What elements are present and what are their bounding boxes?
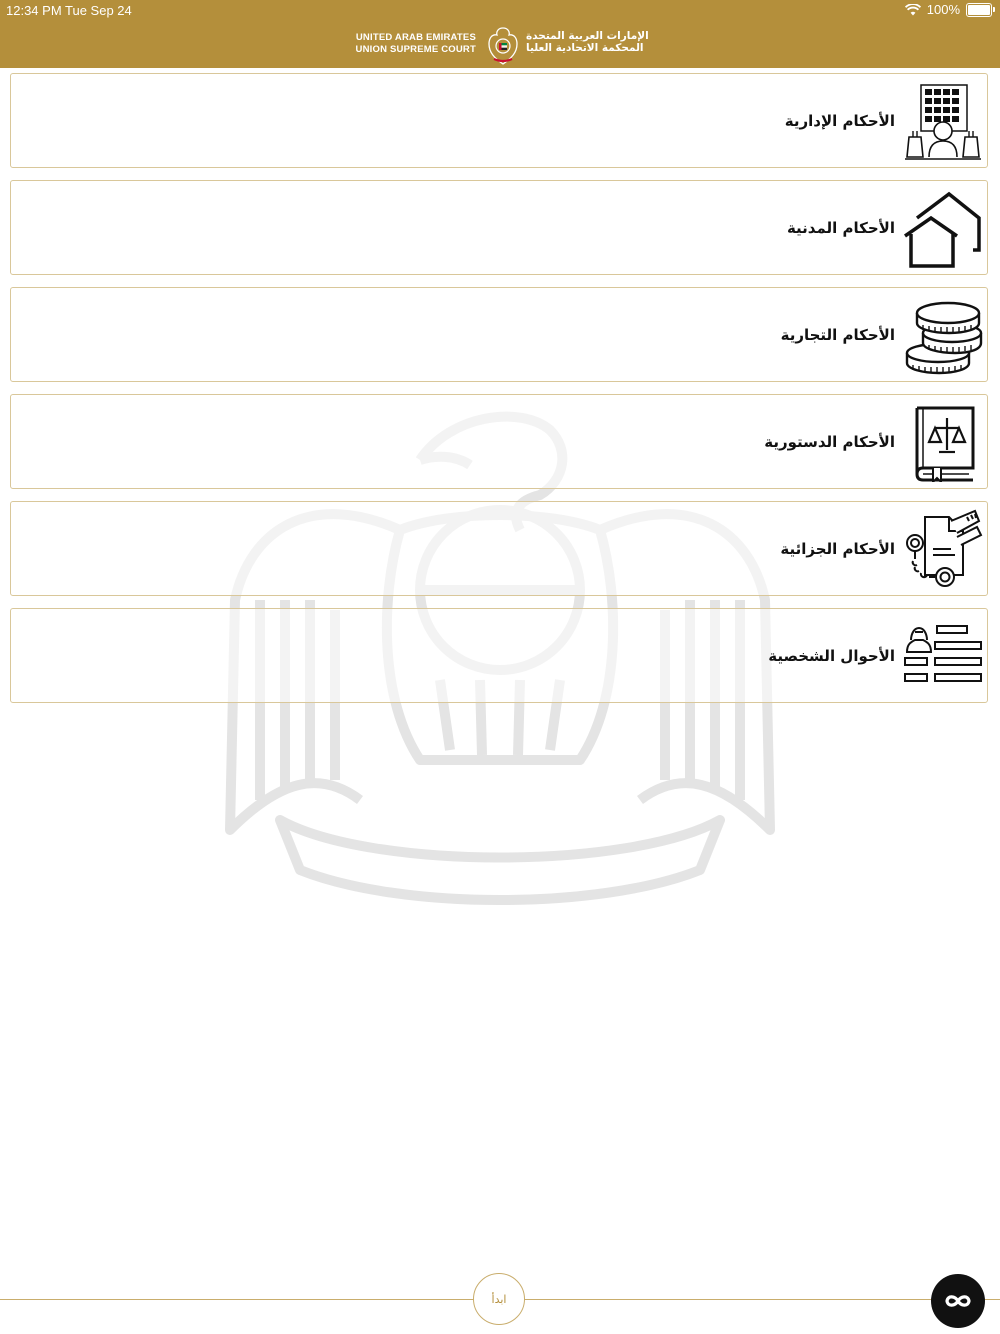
uae-emblem-icon <box>486 26 520 66</box>
category-label: الأحكام الجزائية <box>780 540 895 558</box>
category-label: الأحكام الدستورية <box>764 433 895 451</box>
category-card-constitutional[interactable] <box>10 394 988 489</box>
person-list-icon <box>903 616 983 696</box>
status-time: 12:34 PM Tue Sep 24 <box>6 3 132 18</box>
battery-percent: 100% <box>926 2 960 17</box>
category-label: الأحوال الشخصية <box>768 647 895 665</box>
administrative-building-icon <box>903 81 983 161</box>
law-book-scales-icon <box>903 402 983 482</box>
category-card-personal-status[interactable] <box>10 608 988 703</box>
category-label: الأحكام الإدارية <box>784 112 895 130</box>
court-branding <box>0 26 1000 66</box>
category-card-commercial[interactable] <box>10 287 988 382</box>
app-header <box>0 0 1000 68</box>
status-indicators <box>905 2 992 17</box>
brand-ar-line1: الإمارات العربية المتحدة <box>526 30 649 42</box>
menu-fab-button[interactable] <box>931 1274 985 1328</box>
category-card-administrative[interactable] <box>10 73 988 168</box>
house-icon <box>903 188 983 268</box>
battery-icon <box>966 3 992 17</box>
brand-en-line2: UNION SUPREME COURT <box>355 44 476 55</box>
battery-fill <box>968 5 990 15</box>
brand-en-line1: UNITED ARAB EMIRATES <box>355 32 476 43</box>
coins-icon <box>903 295 983 375</box>
category-card-civil[interactable] <box>10 180 988 275</box>
brand-arabic <box>526 30 649 54</box>
infinity-icon <box>944 1293 972 1309</box>
wifi-icon <box>905 4 921 16</box>
start-button[interactable]: ابدأ <box>473 1273 525 1325</box>
category-label: الأحكام المدنية <box>786 219 895 237</box>
brand-ar-line2: المحكمة الاتحادية العليا <box>526 42 644 54</box>
handcuffs-document-icon <box>903 509 983 589</box>
category-label: الأحكام التجارية <box>780 326 895 344</box>
category-card-criminal[interactable] <box>10 501 988 596</box>
brand-english <box>356 32 476 56</box>
